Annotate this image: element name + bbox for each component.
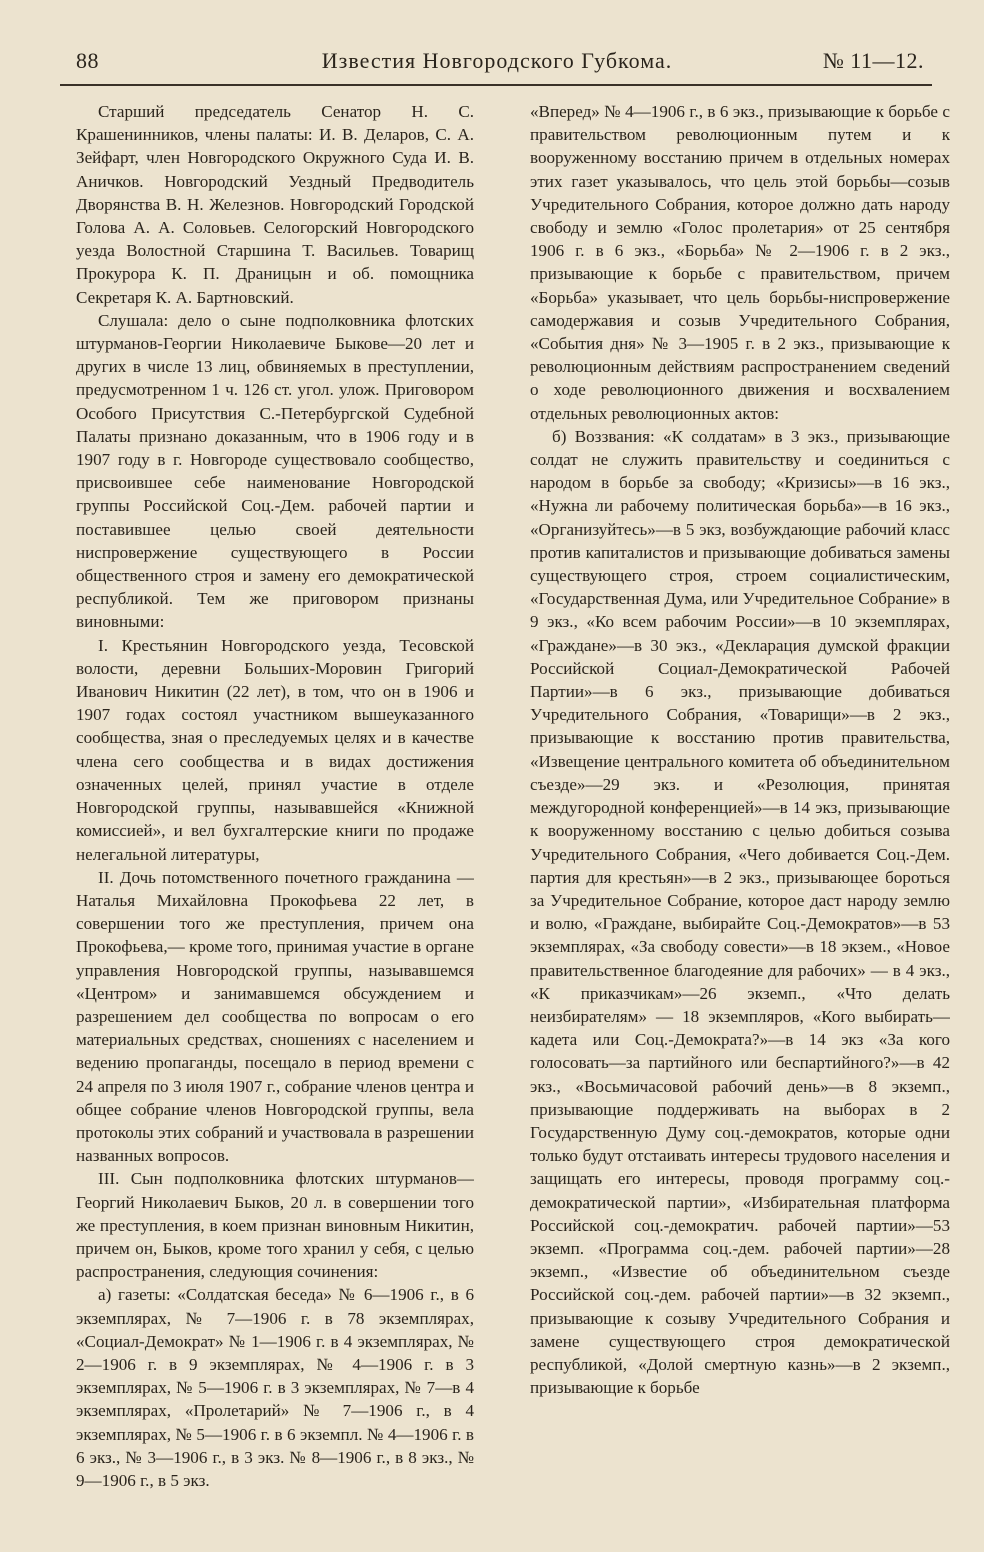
header-rule — [60, 84, 932, 86]
running-header — [70, 48, 924, 82]
issue-number: № 11—12. — [822, 48, 924, 73]
paragraph: б) Воззвания: «К солдатам» в 3 экз., призывающие солдат не служить правительству и соединиться с народом в борьбе за свободу; «Кризисы»—в 16 экз., «Нужна ли рабочему политическая борьба»—в 16 экз., «Организуйтесь»—в 5 экз, возбуждающие рабочий класс против капиталистов и призывающие добиваться замены существующего строя, строем социалистическим, «Государственная Дума, или Учредительное Собрание» в 9 экз., «Ко всем рабочим России»—в 10 экземплярах, «Граждане»—в 30 экз., «Декларация думской фракции Российской Социал-Демократической Рабочей Партии»—в 6 экз., призывающие добиваться Учредительного Собрания, «Товарищи»—в 2 экз., призывающие к восстанию против правительства, «Извещение центрального комитета об объединительном съезде»—29 экз. и «Резолюция, принятая междугородной конференцией»—в 14 экз, призывающие к вооруженному восстанию с целью добиться созыва Учредительного Собрания, «Чего добивается Соц.-Дем. партия для крестьян»—в 2 экз., призывающее бороться за Учредительное Собрание, которое даст народу землю и волю, «Граждане, выбирайте Соц.-Демократов»—в 53 экземплярах, «За свободу совести»—в 18 экзем., «Новое правительственное благодеяние для рабочих» — в 4 экз., «К приказчикам»—26 экземп., «Что делать неизбирателям» — 18 экземпляров, «Кого выбирать—кадета или Соц.-Демократа?»—в 14 экз «За кого голосовать—за партийного или беспартийного?»—в 42 экз., «Восьмичасовой рабочий день»—в 8 экземп., призывающие поддерживать на выборах в 2 Государственную Думу соц.-демократов, которые одни только будут отстаивать интересы трудового населения и защищать его интересы, проводя программу соц.-демократической партии», «Избирательная платформа Российской соц.-демократич. рабочей партии»—53 экземп. «Программа соц.-дем. рабочей партии»—28 экземп., «Известие об объединительном съезде Российской соц.-дем. рабочей партии»—в 32 экземп., призывающие к созыву Учредительного Собрания и замене существующего строя демократической республикой, «Долой смертную казнь»—в 2 экземп., призывающие к борьбе — [530, 426, 950, 1398]
right-column — [530, 100, 950, 1500]
paragraph: I. Крестьянин Новгородского уезда, Тесовской волости, деревни Больших-Моровин Григорий Иванович Никитин (22 лет), в том, что он в 1906 и 1907 годах состоял участником вышеуказанного сообщества, зная о преследуемых целях и в качестве члена сего сообщества и в видах достижения означенных целей, принял участие в отделе Новгородской группы, называвшейся «Книжной комиссией», и вел бухгалтерские книги по продаже нелегальной литературы, — [76, 635, 474, 864]
paragraph: III. Сын подполковника флотских штурманов—Георгий Николаевич Быков, 20 л. в совершении того же преступления, в коем признан виновным Никитин, причем он, Быков, кроме того хранил у себя, с целью распространения, следующия сочинения: — [76, 1169, 474, 1282]
paragraph: «Вперед» № 4—1906 г., в 6 экз., призывающие к борьбе с правительством революционным путем и к вооруженному восстанию причем в отдельных номерах этих газет указывалось, что цель этой борьбы—созыв Учредительного Собрания, которое должно дать народу свободу и землю «Голос пролетария» от 25 сентября 1906 г. в 6 экз., «Борьба» № 2—1906 г. в 2 экз., призывающие к борьбе с правительством, причем «Борьба» указывает, что цель борьбы-ниспровержение самодержавия и созыв Учредительного Собрания, «События дня» № 3—1905 г. в 2 экз., призывающие к революционным действиям распространением сведений о ходе революционного движения и восхвалением отдельных революционных актов: — [530, 102, 950, 423]
journal-title: Известия Новгородского Губкома. — [321, 48, 673, 73]
paragraph: II. Дочь потомственного почетного гражданина — Наталья Михайловна Прокофьева 22 лет, в совершении того же преступления, причем она Прокофьева,— кроме того, принимая участие в органе управления Новгородской группы, называвшемся «Центром» и занимавшемся обсуждением и разрешением дел сообщества по вопросам о его материальных средствах, сношениях с населением и ведению пропаганды, посещало в период времени с 24 апреля по 3 июля 1907 г., собрание членов центра и общее собрание членов Новгородской группы, вела протоколы этих собраний и участвовала в разрешении названных вопросов. — [76, 867, 474, 1166]
left-column — [76, 100, 474, 1500]
page-number: 88 — [76, 48, 99, 73]
paragraph: а) газеты: «Солдатская беседа» № 6—1906 г., в 6 экземплярах, № 7—1906 г. в 78 экземплярах, «Социал-Демократ» № 1—1906 г. в 4 экземплярах, № 2—1906 г. в 9 экземплярах, № 4—1906 г. в 3 экземплярах, № 5—1906 г. в 3 экземплярах, № 7—в 4 экземплярах, «Пролетарий» № 7—1906 г., в 4 экземплярах, № 5—1906 г. в 6 экземпл. № 4—1906 г. в 6 экз., № 3—1906 г., в 3 экз. № 8—1906 г., в 8 экз., № 9—1906 г., в 5 экз. — [76, 1285, 474, 1490]
paragraph: Слушала: дело о сыне подполковника флотских штурманов-Георгии Николаевиче Быкове—20 лет и других в числе 13 лиц, обвиняемых в преступлении, предусмотренном 1 ч. 126 ст. угол. улож. Приговором Особого Присутствия С.-Петербургской Судебной Палаты признано доказанным, что в 1906 году и в 1907 году в г. Новгороде существовало сообщество, присвоившее себе наименование Новгородской группы Российской Соц.-Дем. рабочей партии и поставившее целью своей деятельности ниспровержение существующего в России общественного строя и замену его демократической республикой. Тем же приговором признаны виновными: — [76, 310, 474, 632]
paragraph: Старший председатель Сенатор Н. С. Крашенинников, члены палаты: И. В. Деларов, С. А. Зейфарт, член Новгородского Окружного Суда И. В. Аничков. Новгородский Уездный Предводитель Дворянства В. Н. Железнов. Новгородский Городской Голова А. А. Соловьев. Селогорский Новгородского уезда Волостной Старшина Т. Васильев. Товарищ Прокурора К. П. Драницын и об. помощника Секретаря К. А. Бартновский. — [76, 102, 474, 307]
